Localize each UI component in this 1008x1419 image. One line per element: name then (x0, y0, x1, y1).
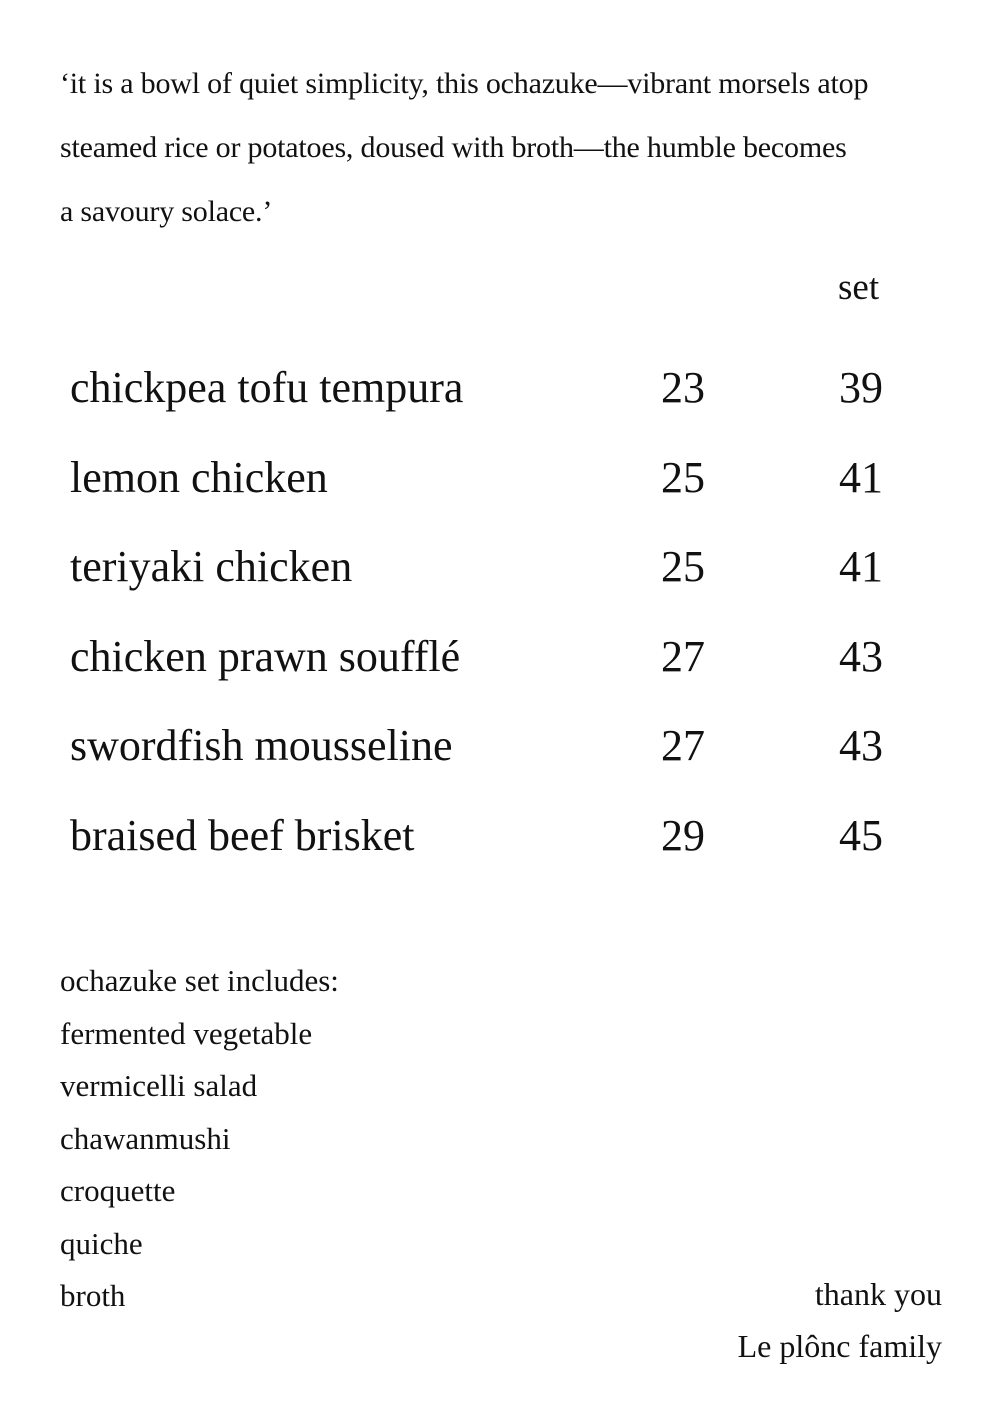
family-signature: Le plônc family (737, 1328, 942, 1364)
menu-item-price: 27 (661, 631, 705, 681)
set-includes-item: chawanmushi (60, 1120, 231, 1156)
menu-item-price: 25 (661, 452, 705, 502)
menu-item-name: teriyaki chicken (70, 542, 353, 591)
menu-item-set-price: 41 (839, 542, 883, 591)
menu-item-price: 25 (661, 542, 705, 591)
menu-item (70, 452, 930, 542)
menu-item-name: chickpea tofu tempura (70, 363, 464, 412)
set-column-header: set (838, 267, 880, 308)
menu-item (70, 810, 930, 900)
menu-item-price: 29 (661, 810, 705, 860)
intro-line: steamed rice or potatoes, doused with broth—the humble becomes (60, 131, 847, 164)
set-includes-item: broth (60, 1278, 126, 1313)
menu-item (70, 720, 930, 810)
menu-item-name: lemon chicken (70, 452, 328, 502)
intro-quote (60, 52, 960, 244)
menu-item-set-price: 45 (839, 810, 883, 860)
set-includes-heading: ochazuke set includes: (60, 963, 339, 998)
menu-item-set-price: 41 (839, 452, 883, 502)
menu-item-set-price: 43 (839, 631, 883, 681)
intro-line: a savoury solace.’ (60, 195, 273, 228)
menu-item-name: chicken prawn soufflé (70, 631, 461, 681)
set-includes-item: fermented vegetable (60, 1015, 313, 1051)
set-includes-item: quiche (60, 1225, 143, 1261)
menu-item-set-price: 43 (839, 721, 883, 770)
menu-item-price: 23 (661, 363, 705, 412)
intro-line: ‘it is a bowl of quiet simplicity, this ochazuke—vibrant morsels atop (60, 67, 869, 100)
menu-item-name: braised beef brisket (70, 810, 415, 860)
menu-item-set-price: 39 (839, 363, 883, 412)
signoff (738, 1268, 942, 1372)
set-includes-item: croquette (60, 1173, 176, 1208)
thank-you-text: thank you (814, 1276, 942, 1312)
menu-item (70, 631, 930, 721)
menu-item (70, 541, 930, 631)
menu-item-price: 27 (661, 721, 705, 770)
set-includes-item: vermicelli salad (60, 1068, 258, 1103)
menu-item-name: swordfish mousseline (70, 721, 453, 770)
set-includes-list (60, 955, 339, 1323)
menu-item (70, 362, 930, 452)
menu-list (70, 362, 930, 899)
